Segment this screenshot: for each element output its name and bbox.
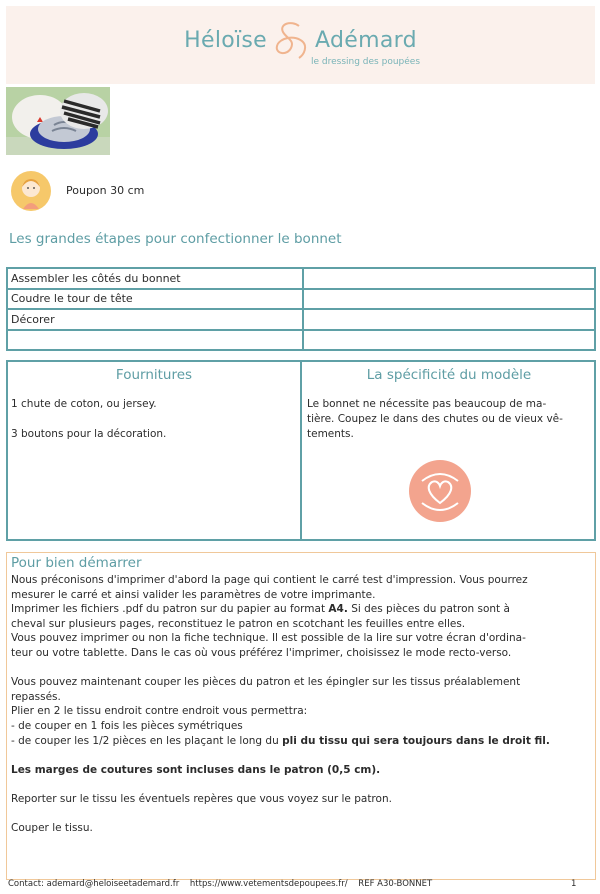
step-empty-cell [303,268,595,289]
specificity-line: tière. Coupez le dans des chutes ou de vieux vê- [307,413,563,425]
step-cell: Assembler les côtés du bonnet [7,268,303,289]
header-banner [6,6,595,84]
supplies-column [8,362,302,539]
brand-name-left: Héloïse [184,27,268,53]
ampersand-icon [269,20,313,60]
page-number: 1 [571,879,577,889]
paragraph-line: Nous préconisons d'imprimer d'abord la page qui contient le carré test d'impression. Vous pourrez [11,574,528,586]
paragraph-line [11,734,591,749]
step-empty-cell [303,289,595,310]
footer-ref: REF A30-BONNET [358,879,433,889]
getting-started-title: Pour bien démarrer [11,555,142,571]
paragraph-line: Vous pouvez maintenant couper les pièces du patron et les épingler sur les tissus préalablement [11,676,521,689]
paper-format: A4. [328,603,348,616]
heart-hands-icon [408,459,472,523]
paragraph-line: - de couper en 1 fois les pièces symétriques [11,719,243,732]
paragraph-line [11,602,591,617]
step-cell: Coudre le tour de tête [7,289,303,310]
paragraph-line: Reporter sur le tissu les éventuels repères que vous voyez sur le patron. [11,792,392,805]
step-cell: Décorer [7,309,303,330]
print-instruction-text: Si des pièces du patron sont à [351,603,510,616]
specificity-column [304,362,594,539]
fold-emphasis: pli du tissu qui sera toujours dans le droit fil. [282,734,550,747]
steps-table [6,267,596,351]
half-pieces-text: - de couper les 1/2 pièces en les plaçant le long du [11,734,279,747]
paragraph-line: mesurer le carré et ainsi valider les paramètres de votre imprimante. [11,588,376,601]
footer-contact[interactable]: Contact: ademard@heloiseetademard.fr [8,879,180,889]
table-row [7,309,595,330]
table-row [7,268,595,289]
paragraph-line: cheval sur plusieurs pages, reconstituez le patron en scotchant les feuilles entre elles. [11,617,466,630]
supply-item: 3 boutons pour la décoration. [11,428,167,440]
paragraph-line: Vous pouvez imprimer ou non la fiche technique. Il est possible de la lire sur votre écran d'ordina- [11,632,526,645]
steps-title: Les grandes étapes pour confectionner le bonnet [9,231,342,247]
footer-url[interactable]: https://www.vetementsdepoupees.fr/ [189,879,348,889]
table-row [7,330,595,351]
paragraph-line: Couper le tissu. [11,822,93,835]
print-instruction-text: Imprimer les fichiers .pdf du patron sur du papier au format [11,603,326,616]
brand-logo [6,20,595,60]
brand-tagline: le dressing des poupées [311,57,421,67]
step-cell [7,330,303,351]
paragraph-line: teur ou votre tablette. Dans le cas où vous préférez l'imprimer, choisissez le mode recto-verso. [11,646,512,659]
supplies-title: Fournitures [115,367,193,383]
brand-name-right: Adémard [315,27,417,53]
specificity-line: Le bonnet ne nécessite pas beaucoup de ma- [307,398,547,410]
getting-started-box [6,552,596,880]
paragraph-line: repassés. [11,690,61,703]
supply-item: 1 chute de coton, ou jersey. [11,398,157,410]
paragraph-line: Plier en 2 le tissu endroit contre endroit vous permettra: [11,705,308,718]
table-row [7,289,595,310]
supplies-box [6,360,596,541]
step-empty-cell [303,309,595,330]
doll-size-label: Poupon 30 cm [66,184,145,197]
footer [8,879,588,889]
doll-icon [11,171,51,211]
seam-allowance-note: Les marges de coutures sont incluses dans le patron (0,5 cm). [11,763,381,776]
step-empty-cell [303,330,595,351]
specificity-title: La spécificité du modèle [366,367,532,383]
bonnet-photo [6,87,110,155]
specificity-line: tements. [307,428,354,440]
